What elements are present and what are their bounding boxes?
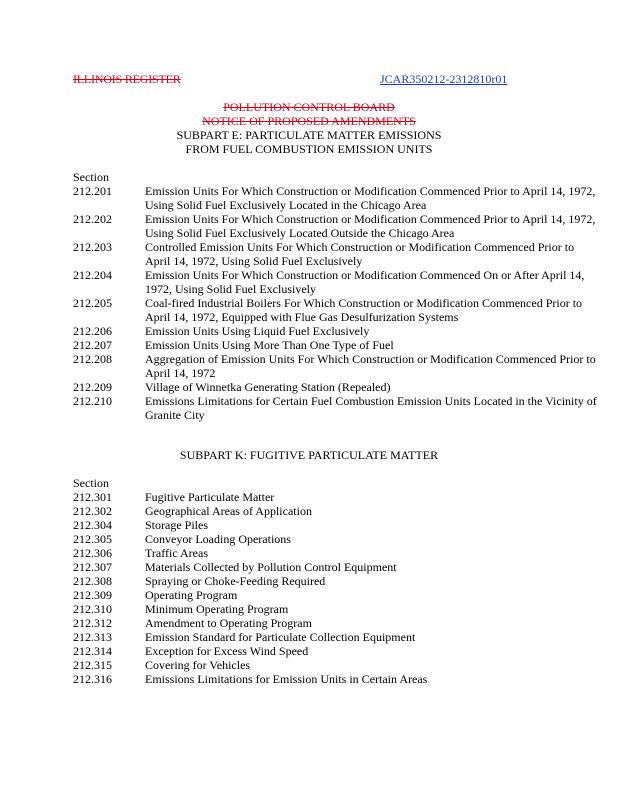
section-entry xyxy=(73,324,598,338)
subpart-e-section-list xyxy=(73,184,598,422)
section-title: Spraying or Choke-Feeding Required xyxy=(145,574,326,588)
section-number: 212.313 xyxy=(73,630,112,644)
section-title: Exception for Excess Wind Speed xyxy=(145,644,309,658)
section-number: 212.202 xyxy=(73,212,112,226)
section-number: 212.306 xyxy=(73,546,112,560)
section-entry xyxy=(73,240,598,268)
section-title: Amendment to Operating Program xyxy=(145,616,312,630)
section-entry xyxy=(73,658,598,672)
section-number: 212.312 xyxy=(73,616,112,630)
section-number: 212.309 xyxy=(73,588,112,602)
register-header: ILLINOIS REGISTER xyxy=(73,72,181,86)
section-number: 212.314 xyxy=(73,644,112,658)
section-title: Aggregation of Emission Units For Which Construction or Modification Commenced Prior to April 14, 1972 xyxy=(145,352,596,380)
section-entry xyxy=(73,644,598,658)
section-title: Emission Units For Which Construction or Modification Commenced On or After April 14, 1972, Using Solid Fuel Exclusively xyxy=(145,268,585,296)
section-number: 212.316 xyxy=(73,672,112,686)
section-number: 212.302 xyxy=(73,504,112,518)
section-title: Emission Units For Which Construction or Modification Commenced Prior to April 14, 1972, Using Solid Fuel Exclusively Located Outside the Chicago Area xyxy=(145,212,596,240)
section-title: Traffic Areas xyxy=(145,546,208,560)
section-entry xyxy=(73,504,598,518)
section-entry xyxy=(73,394,598,422)
section-entry xyxy=(73,588,598,602)
subpart-k-section-list xyxy=(73,490,598,686)
section-title: Minimum Operating Program xyxy=(145,602,289,616)
section-entry xyxy=(73,490,598,504)
section-number: 212.308 xyxy=(73,574,112,588)
section-entry xyxy=(73,184,598,212)
section-number: 212.205 xyxy=(73,296,112,310)
section-number: 212.203 xyxy=(73,240,112,254)
section-entry xyxy=(73,380,598,394)
section-number: 212.307 xyxy=(73,560,112,574)
section-entry xyxy=(73,672,598,686)
section-title: Emission Units For Which Construction or Modification Commenced Prior to April 14, 1972, Using Solid Fuel Exclusively Located in the Chicago Area xyxy=(145,184,596,212)
subpart-e-title-line1: SUBPART E: PARTICULATE MATTER EMISSIONS xyxy=(176,128,442,142)
section-number: 212.305 xyxy=(73,532,112,546)
section-title: Covering for Vehicles xyxy=(145,658,251,672)
section-title: Coal-fired Industrial Boilers For Which Construction or Modification Commenced Prior to April 14, 1972, Equipped with Flue Gas Desulfurization Systems xyxy=(145,296,583,324)
section-title: Conveyor Loading Operations xyxy=(145,532,291,546)
section-number: 212.204 xyxy=(73,268,112,282)
section-title: Storage Piles xyxy=(145,518,208,532)
section-entry xyxy=(73,296,598,324)
section-entry xyxy=(73,546,598,560)
section-title: Materials Collected by Pollution Control Equipment xyxy=(145,560,397,574)
document-id-link[interactable]: JCAR350212-2312810r01 xyxy=(380,72,508,86)
section-title: Operating Program xyxy=(145,588,238,602)
section-entry xyxy=(73,574,598,588)
section-title: Geographical Areas of Application xyxy=(145,504,312,518)
section-number: 212.201 xyxy=(73,184,112,198)
section-number: 212.304 xyxy=(73,518,112,532)
section-entry xyxy=(73,352,598,380)
section-number: 212.207 xyxy=(73,338,112,352)
section-entry xyxy=(73,630,598,644)
section-number: 212.301 xyxy=(73,490,112,504)
subpart-k-title: SUBPART K: FUGITIVE PARTICULATE MATTER xyxy=(179,448,439,462)
section-label-k: Section xyxy=(73,476,109,490)
agency-title: POLLUTION CONTROL BOARD xyxy=(223,100,395,114)
section-title: Emissions Limitations for Emission Units in Certain Areas xyxy=(145,672,428,686)
section-title: Emissions Limitations for Certain Fuel Combustion Emission Units Located in the Vicinity of Granite City xyxy=(145,394,597,422)
section-number: 212.310 xyxy=(73,602,112,616)
section-title: Emission Standard for Particulate Collection Equipment xyxy=(145,630,416,644)
section-entry xyxy=(73,268,598,296)
section-number: 212.315 xyxy=(73,658,112,672)
section-number: 212.208 xyxy=(73,352,112,366)
section-entry xyxy=(73,602,598,616)
section-label-e: Section xyxy=(73,170,109,184)
section-number: 212.206 xyxy=(73,324,112,338)
section-entry xyxy=(73,518,598,532)
notice-title: NOTICE OF PROPOSED AMENDMENTS xyxy=(202,114,416,128)
section-title: Emission Units Using Liquid Fuel Exclusively xyxy=(145,324,370,338)
section-entry xyxy=(73,560,598,574)
section-title: Village of Winnetka Generating Station (Repealed) xyxy=(145,380,391,394)
section-entry xyxy=(73,532,598,546)
section-number: 212.209 xyxy=(73,380,112,394)
section-title: Emission Units Using More Than One Type of Fuel xyxy=(145,338,394,352)
section-title: Fugitive Particulate Matter xyxy=(145,490,275,504)
section-entry xyxy=(73,212,598,240)
section-entry xyxy=(73,616,598,630)
section-entry xyxy=(73,338,598,352)
section-number: 212.210 xyxy=(73,394,112,408)
section-title: Controlled Emission Units For Which Construction or Modification Commenced Prior to April 14, 1972, Using Solid Fuel Exclusively xyxy=(145,240,575,268)
subpart-e-title-line2: FROM FUEL COMBUSTION EMISSION UNITS xyxy=(185,142,433,156)
